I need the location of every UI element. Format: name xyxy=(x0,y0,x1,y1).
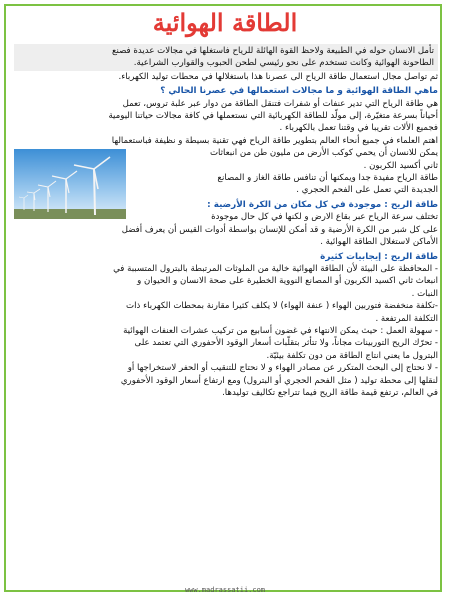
paragraph-line: الجديدة التي تعمل على الفحم الحجري . xyxy=(296,185,438,196)
paragraph-line: فجميع الألات تقريبا في وقتنا تعمل بالكهرباء . xyxy=(279,123,438,134)
intro-line: تأمل الانسان حوله في الطبيعة ولاحظ القوة الهائلة للرياح فاستغلها في مجالات عديدة فصنع xyxy=(111,46,434,56)
paragraph-line: أحياناً بسرعة متغيّرة، إلى مولّد للطاقة الكهربائية التي نستعملها في كافة مجالات حياتنا اليومية xyxy=(108,111,438,122)
paragraph-line: - لا نحتاج إلى البحث المتكرر عن مصادر الهواء و لا نحتاج للتنقيب أو الحفر لاستخراجها أو xyxy=(127,363,438,374)
paragraph-line: -تكلفة منخفضة فتوربين الهواء ( عنفة الهواء) لا يكلف كثيرا مقارنة بمحطات الكهرباء ذات xyxy=(126,301,438,312)
paragraph-line: - المحافظة على البيئة لأن الطاقة الهوائية خالية من الملوثات المرتبطة بالبترول المتسببة في xyxy=(113,263,438,274)
paragraph-line: يمكن للانسان أن يحمي كوكب الأرض من مليون طن من انبعاثات xyxy=(209,148,438,159)
section-definition xyxy=(14,85,438,197)
paragraph-line: هي طاقة الرياح التي تدير عنفات أو شفرات فتنقل الطاقة من دوار عبر علبة تروس، تعمل xyxy=(122,98,438,109)
paragraph-line: اهتم العلماء في جميع أنحاء العالم بتطوير طاقة الرياح فهي تقنية بسيطة و نظيفة فباستعمالها xyxy=(111,135,438,146)
paragraph-line: لنقلها إلى محطة توليد ( مثل الفحم الحجري أو البترول) ومع ارتفاع أسعار الوقود الأحفوري xyxy=(120,375,438,386)
paragraph-line: طاقة الرياح مفيدة جدا ويمكنها أن تنافس طاقة الغاز و المصانع xyxy=(217,173,438,184)
paragraph-line: النبات . xyxy=(411,288,438,299)
paragraph-line: التكلفة المرتفعة . xyxy=(375,313,438,324)
section-heading: طاقة الريح : موجودة في كل مكان من الكرة الأرضية : xyxy=(207,199,438,210)
intro-line: الطاحونة الهوائية وكانت تستخدم على نحو رئيسي لطحن الحبوب والقوارب الشراعية. xyxy=(133,58,434,69)
paragraph-line: الأماكن لاستغلال الطاقة الهوائية . xyxy=(320,237,438,248)
paragraph-line: تختلف سرعة الرياح عبر بقاع الارض و لكنها في كل حال موجودة xyxy=(211,212,438,223)
intro-block xyxy=(14,44,438,71)
page-title: الطاقة الهوائية xyxy=(152,8,298,37)
section-heading: طاقة الريح : إيجابيات كثيرة xyxy=(320,251,438,262)
paragraph-line: البترول ما يعني انتاج الطاقة من دون تكلفة بيئيّة. xyxy=(266,350,438,361)
paragraph-line: انبعاث ثاني اكسيد الكربون أو المصانع النووية الخطيرة على صحة الانسان و الحيوان و xyxy=(137,276,438,287)
intro-line: ثم تواصل مجال استعمال طاقة الرياح الى عصرنا هذا باستغلالها في محطات توليد الكهرباء. xyxy=(118,71,438,82)
paragraph-line: ثاني أكسيد الكربون . xyxy=(363,160,438,171)
wind-turbines-photo xyxy=(14,149,126,219)
section-advantages xyxy=(14,251,438,400)
paragraph-line: - سهولة العمل : حيث يمكن الانتهاء في غضون أسابيع من تركيب عشرات العنفات الهوائية xyxy=(123,325,438,336)
paragraph-line: - تحرّك الريح التوربينات مجاناً، ولا تتأثر بتقلّبات أسعار الوقود الأحفوري التي تعتمد على xyxy=(134,338,438,349)
article-body xyxy=(14,44,438,582)
section-heading: ماهي الطاقة الهوائية و ما مجالات استعمالها في عصرنا الحالي ؟ xyxy=(160,86,438,97)
site-url: www.madrassatii.com xyxy=(184,586,266,594)
paragraph-line: على كل شبر من الكرة الأرضية و قد أمكن للإنسان بواسطة أدوات القيس أن يعرف أفضل xyxy=(121,224,438,235)
paragraph-line: في العالم، ترتفع قيمة طاقة الريح فيما تتراجع تكاليف توليدها. xyxy=(222,387,438,398)
